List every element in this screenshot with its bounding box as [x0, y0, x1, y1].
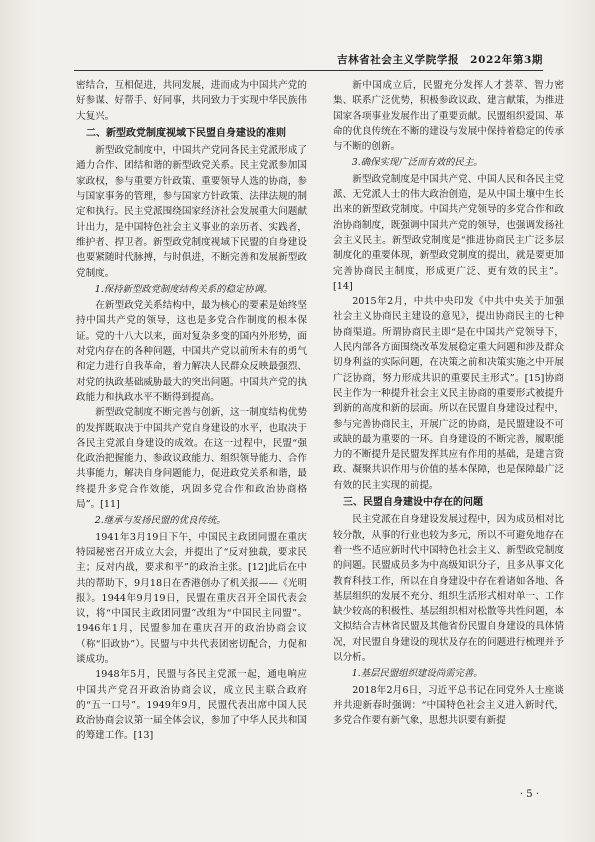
- paragraph: 新中国成立后，民盟充分发挥人才荟萃、智力密集、联系广泛优势，积极参政议政、建言献策，为推进国家各项事业发展作出了重要贡献。民盟组织爱国、革命的优良传统在不断的建设与发展中保持着稳定的传承与不断的创新。: [333, 80, 564, 153]
- subsection-heading: 1.保持新型政党制度结构关系的稳定协调。: [94, 283, 273, 295]
- subsection-heading: 3.确保实现广泛而有效的民主。: [351, 157, 483, 169]
- paragraph: 2018年2月6日，习近平总书记在同党外人士座谈并共迎新春时强调：“中国特色社会主义进入新时代，多党合作要有新气象，思想共识要有新提: [333, 684, 564, 727]
- section-heading: 二、新型政党制度视域下民盟自身建设的准则: [86, 127, 286, 139]
- right-column: [333, 78, 564, 728]
- paragraph: 民主党派在自身建设发展过程中，因为成员相对比较分散，从事的行业也较为多元，所以不可避免地存在着一些不适应新时代中国特色社会主义、新型政党制度的问题。民盟成员多为中高级知识分子，且多从事文化教育科技工作，所以在自身建设中存在着诸如各地、各基层组织的发展不充分、组织生活形式相对单一、工作缺少较高的积极性、基层组织相对松散等共性问题，本文拟结合吉林省民盟及其他省份民盟自身建设的具体情况，对民盟自身建设的现状及存在的问题进行梳理并予以分析。: [333, 514, 564, 663]
- paragraph: 1941年3月19日下午，中国民主政团同盟在重庆特园秘密召开成立大会，并提出了“反对独裁，要求民主；反对内战，要求和平”的政治主张。[12]此后在中共的帮助下，9月18日在香港创办了机关报——《光明报》。1944年9月19日，民盟在重庆召开全国代表会议，将“中国民主政团同盟”改组为“中国民主同盟”。1946年1月，民盟参加在重庆召开的政治协商会议（称“旧政协”）。民盟与中共代表团密切配合，力促和谈成功。: [76, 531, 307, 665]
- header-rule: [74, 70, 543, 71]
- paragraph: 2015年2月，中共中央印发《中共中央关于加强社会主义协商民主建设的意见》，提出协商民主的七种协商渠道。所谓协商民主即“是在中国共产党领导下，人民内部各方面围绕改革发展稳定重大问题和涉及群众切身利益的实际问题，在决策之前和决策实施之中开展广泛协商，努力形成共识的重要民主形式”。[15]协商民主作为一种提升社会主义民主协商的重要形式被提升到新的高度和新的层面。所以在民盟自身建设过程中，参与完善协商民主，开展广泛的协商，是民盟建设不可或缺的最为重要的一环。自身建设的不断完善，履职能力的不断提升是民盟发挥其应有作用的基础，是建言资政、凝聚共识作用与价值的基本保障，也是保障最广泛有效的民主实现的前提。: [333, 296, 564, 491]
- paragraph: 新型政党制度中，中国共产党同各民主党派形成了通力合作、团结和谐的新型政党关系。民主党派参加国家政权，参与重要方针政策、重要领导人选的协商，参与国家事务的管理，参与国家方针政策、法律法规的制定和执行。民主党派围绕国家经济社会发展重大问题献计出力，是中国特色社会主义事业的亲历者、实践者，维护者、捍卫者。新型政党制度视域下民盟的自身建设也要紧随时代脉搏，与时俱进，不断完善和发展新型政党制度。: [76, 145, 307, 279]
- page-number: · 5 ·: [519, 789, 539, 800]
- paragraph: 密结合，互相促进，共同发展，进而成为中国共产党的好参谋、好帮手、好同事，共同致力于实现中华民族伟大复兴。: [76, 80, 307, 122]
- paragraph: 在新型政党关系结构中，最为核心的要素是始终坚持中国共产党的领导，这也是多党合作制度的根本保证。党的十八大以来，面对复杂多变的国内外形势，面对党内存在的各种问题，中国共产党以前所未有的勇气和定力进行自我革命，着力解决人民群众反映最强烈、对党的执政基础威胁最大的突出问题。中国共产党的执政能力和执政水平不断得到提高。: [76, 300, 307, 403]
- left-column: [76, 78, 307, 744]
- subsection-heading: 1.基层民盟组织建设尚需完善。: [351, 668, 483, 680]
- journal-header: 吉林省社会主义学院学报 2022年第3期: [336, 54, 543, 66]
- paragraph: 1948年5月，民盟与各民主党派一起，通电响应中国共产党召开政治协商会议，成立民主联合政府的“五一口号”。1949年9月，民盟代表出席中国人民政治协商会议第一届全体会议，参加了中华人民共和国的筹建工作。[13]: [76, 669, 307, 742]
- section-heading: 三、民盟自身建设中存在的问题: [343, 497, 483, 509]
- paragraph: 新型政党制度是中国共产党、中国人民和各民主党派、无党派人士的伟大政治创造，是从中国土壤中生长出来的新型政党制度。中国共产党领导的多党合作和政治协商制度，既强调中国共产党的领导，也强调发扬社会主义民主。新型政党制度是“推进协商民主广泛多层制度化的重要体现，新型政党制度的提出，就是要更加完善协商民主制度，形成更广泛、更有效的民主”。[14]: [333, 173, 564, 292]
- subsection-heading: 2.继承与发扬民盟的优良传统。: [94, 515, 226, 527]
- paragraph: 新型政党制度不断完善与创新，这一制度结构优势的发挥既取决于中国共产党自身建设的水平，也取决于各民主党派自身建设的成效。在这一过程中，民盟“强化政治把握能力、参政议政能力、组织领导能力、合作共事能力，解决自身问题能力，促进政党关系和谐，最终提升多党合作效能，巩固多党合作和政治协商格局”。[11]: [76, 407, 307, 511]
